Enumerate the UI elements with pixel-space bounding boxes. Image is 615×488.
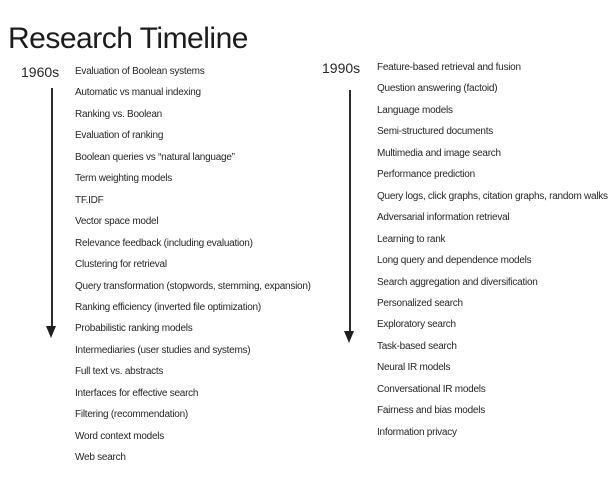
arrow-down-icon (344, 331, 354, 343)
timeline-item: Probabilistic ranking models (75, 323, 193, 335)
timeline-arrow-1990s (344, 90, 356, 343)
timeline-item: Feature-based retrieval and fusion (377, 62, 521, 73)
timeline-items-1960s (75, 61, 311, 469)
timeline-item: Query logs, click graphs, citation graphs, random walks (377, 190, 608, 202)
timeline-item: Word context models (75, 430, 164, 442)
arrow-line (349, 90, 351, 331)
timeline-item: Exploratory search (377, 319, 456, 331)
arrow-down-icon (46, 326, 56, 338)
timeline-item: Search aggregation and diversification (377, 276, 538, 288)
timeline-item: Ranking efficiency (inverted file optimization) (75, 301, 261, 313)
timeline-item: Boolean queries vs “natural language” (75, 151, 235, 163)
timeline-item: Adversarial information retrieval (377, 212, 510, 224)
timeline-item: Evaluation of Boolean systems (75, 66, 205, 77)
timeline-item: Question answering (factoid) (377, 83, 498, 95)
page-title: Research Timeline (8, 22, 248, 56)
timeline-items-1990s (377, 57, 608, 443)
timeline-item: Task-based search (377, 340, 457, 352)
timeline-item: Learning to rank (377, 233, 446, 245)
timeline-item: Ranking vs. Boolean (75, 108, 162, 120)
timeline-item: TF.IDF (75, 194, 104, 206)
timeline-item: Clustering for retrieval (75, 259, 167, 271)
timeline-item: Personalized search (377, 297, 463, 309)
era-label-1990s: 1990s (322, 60, 361, 76)
timeline-item: Performance prediction (377, 169, 475, 181)
timeline-item: Fairness and bias models (377, 405, 485, 417)
timeline-item: Information privacy (377, 426, 457, 438)
timeline-arrow-1960s (46, 88, 58, 338)
timeline-item: Intermediaries (user studies and systems) (75, 344, 251, 356)
arrow-line (51, 88, 53, 326)
timeline-item: Language models (377, 104, 453, 116)
timeline-item: Term weighting models (75, 173, 173, 185)
timeline-item: Web search (75, 452, 126, 464)
timeline-item: Evaluation of ranking (75, 130, 164, 142)
timeline-item: Filtering (recommendation) (75, 409, 188, 421)
timeline-item: Long query and dependence models (377, 255, 532, 267)
timeline-item: Neural IR models (377, 362, 451, 374)
timeline-item: Full text vs. abstracts (75, 366, 164, 378)
timeline-item: Query transformation (stopwords, stemming, expansion) (75, 280, 311, 292)
timeline-item: Automatic vs manual indexing (75, 87, 201, 99)
timeline-item: Relevance feedback (including evaluation) (75, 237, 253, 249)
timeline-item: Semi-structured documents (377, 126, 494, 138)
era-label-1960s: 1960s (21, 64, 60, 80)
timeline-item: Multimedia and image search (377, 147, 501, 159)
timeline-item: Vector space model (75, 216, 159, 228)
timeline-item: Conversational IR models (377, 383, 486, 395)
timeline-item: Interfaces for effective search (75, 387, 199, 399)
